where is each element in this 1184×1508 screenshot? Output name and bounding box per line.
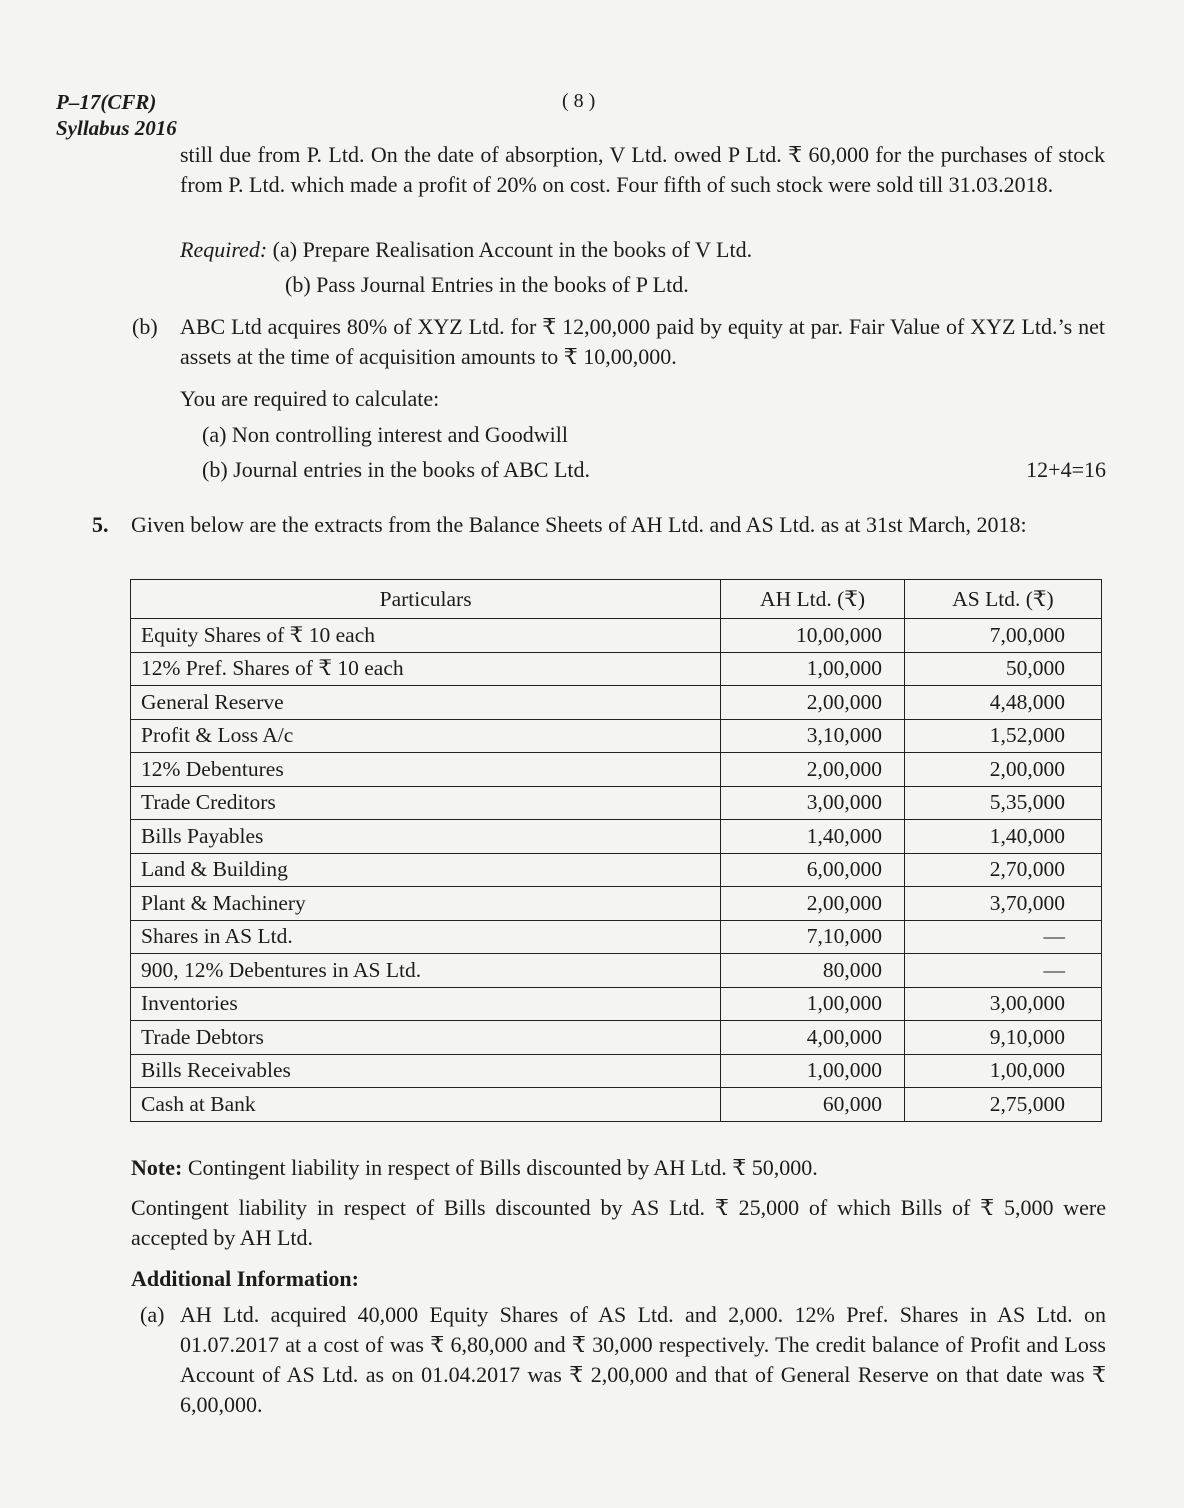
ah-value-cell: 80,000 — [721, 954, 905, 988]
add-a-label: (a) — [140, 1302, 165, 1327]
q4b-paragraph: ABC Ltd acquires 80% of XYZ Ltd. for ₹ 12,00,000 paid by equity at par. Fair Value of XYZ Ltd.’s net assets at the time of acquisition amounts to ₹ 10,00,000. — [180, 314, 1105, 369]
as-value-cell: 2,75,000 — [904, 1088, 1101, 1122]
as-value-cell: 5,35,000 — [904, 786, 1101, 820]
particulars-cell: Profit & Loss A/c — [131, 719, 721, 753]
note-label: Note: — [131, 1155, 183, 1180]
page-number: ( 8 ) — [562, 90, 596, 112]
ah-value-cell: 2,00,000 — [721, 686, 905, 720]
q5-number: 5. — [92, 512, 109, 537]
q4b-label: (b) — [132, 314, 158, 339]
header-particulars: Particulars — [131, 580, 721, 619]
required-line — [180, 235, 752, 265]
q5-intro-text: Given below are the extracts from the Balance Sheets of AH Ltd. and AS Ltd. as at 31st March, 2018: — [131, 512, 1027, 537]
q4a-continuation — [180, 140, 1105, 200]
note-line — [131, 1153, 1106, 1183]
additional-info-heading: Additional Information: — [131, 1266, 359, 1291]
particulars-cell: Trade Creditors — [131, 786, 721, 820]
ah-value-cell: 3,10,000 — [721, 719, 905, 753]
table-row — [131, 1054, 1102, 1088]
particulars-cell: Plant & Machinery — [131, 887, 721, 921]
q4a-text: still due from P. Ltd. On the date of absorption, V Ltd. owed P Ltd. ₹ 60,000 for the purchases of stock from P. Ltd. which made a profit of 20% on cost. Four fifth of such stock were sold till 31.03.2018. — [180, 142, 1105, 197]
add-a-text: AH Ltd. acquired 40,000 Equity Shares of AS Ltd. and 2,000. 12% Pref. Shares in AS Ltd. on 01.07.2017 at a cost of was ₹ 6,80,000 and ₹ 30,000 respectively. The credit balance of Profit and Loss Account of AS Ltd. as on 01.04.2017 was ₹ 2,00,000 and that of General Reserve on that date was ₹ 6,00,000. — [180, 1302, 1106, 1417]
as-value-cell: 9,10,000 — [904, 1021, 1101, 1055]
table-row — [131, 887, 1102, 921]
q4b-instruction: You are required to calculate: — [180, 386, 440, 411]
particulars-cell: 12% Pref. Shares of ₹ 10 each — [131, 652, 721, 686]
balance-sheet-table — [130, 579, 1102, 1122]
ah-value-cell: 1,00,000 — [721, 652, 905, 686]
as-value-cell: 3,70,000 — [904, 887, 1101, 921]
as-value-cell: 2,70,000 — [904, 853, 1101, 887]
as-value-cell: 1,52,000 — [904, 719, 1101, 753]
ah-value-cell: 1,40,000 — [721, 820, 905, 854]
ah-value-cell: 60,000 — [721, 1088, 905, 1122]
as-value-cell: 2,00,000 — [904, 753, 1101, 787]
note2-text: Contingent liability in respect of Bills discounted by AS Ltd. ₹ 25,000 of which Bills of ₹ 5,000 were accepted by AH Ltd. — [131, 1195, 1106, 1250]
table-row — [131, 820, 1102, 854]
note-text: Contingent liability in respect of Bills discounted by AH Ltd. ₹ 50,000. — [182, 1155, 818, 1180]
particulars-cell: Trade Debtors — [131, 1021, 721, 1055]
particulars-cell: Shares in AS Ltd. — [131, 920, 721, 954]
required-item-a: (a) Prepare Realisation Account in the books of V Ltd. — [272, 237, 753, 262]
as-value-cell: 1,00,000 — [904, 1054, 1101, 1088]
as-value-cell: 7,00,000 — [904, 619, 1101, 653]
particulars-cell: Land & Building — [131, 853, 721, 887]
q4b-item-a: (a) Non controlling interest and Goodwill — [202, 422, 568, 447]
particulars-cell: Bills Payables — [131, 820, 721, 854]
ah-value-cell: 3,00,000 — [721, 786, 905, 820]
ah-value-cell: 7,10,000 — [721, 920, 905, 954]
particulars-cell: 12% Debentures — [131, 753, 721, 787]
q4b-text — [180, 312, 1105, 372]
as-value-cell: 4,48,000 — [904, 686, 1101, 720]
header-as-ltd: AS Ltd. (₹) — [904, 580, 1101, 619]
syllabus-label: Syllabus 2016 — [56, 116, 177, 140]
add-a — [180, 1300, 1106, 1420]
marks-label: 12+4=16 — [1026, 457, 1106, 482]
ah-value-cell: 1,00,000 — [721, 1054, 905, 1088]
as-value-cell: — — [904, 954, 1101, 988]
table-row — [131, 1088, 1102, 1122]
note2 — [131, 1193, 1106, 1253]
paper-code: P–17(CFR) — [56, 90, 157, 114]
table-row — [131, 1021, 1102, 1055]
as-value-cell: 1,40,000 — [904, 820, 1101, 854]
as-value-cell: 3,00,000 — [904, 987, 1101, 1021]
table-row — [131, 719, 1102, 753]
particulars-cell: Bills Receivables — [131, 1054, 721, 1088]
table-row — [131, 786, 1102, 820]
particulars-cell: Inventories — [131, 987, 721, 1021]
q4b-item-b: (b) Journal entries in the books of ABC Ltd. — [202, 457, 591, 482]
table-row — [131, 686, 1102, 720]
table-row — [131, 853, 1102, 887]
table-row — [131, 619, 1102, 653]
table-row — [131, 652, 1102, 686]
ah-value-cell: 2,00,000 — [721, 753, 905, 787]
q5-intro — [131, 510, 1106, 540]
as-value-cell: 50,000 — [904, 652, 1101, 686]
particulars-cell: 900, 12% Debentures in AS Ltd. — [131, 954, 721, 988]
table-row — [131, 987, 1102, 1021]
as-value-cell: — — [904, 920, 1101, 954]
ah-value-cell: 6,00,000 — [721, 853, 905, 887]
required-item-b: (b) Pass Journal Entries in the books of P Ltd. — [285, 272, 689, 297]
header-ah-ltd: AH Ltd. (₹) — [721, 580, 905, 619]
ah-value-cell: 10,00,000 — [721, 619, 905, 653]
ah-value-cell: 2,00,000 — [721, 887, 905, 921]
table-header-row — [131, 580, 1102, 619]
particulars-cell: Cash at Bank — [131, 1088, 721, 1122]
ah-value-cell: 1,00,000 — [721, 987, 905, 1021]
table-row — [131, 954, 1102, 988]
table-row — [131, 753, 1102, 787]
table-row — [131, 920, 1102, 954]
ah-value-cell: 4,00,000 — [721, 1021, 905, 1055]
particulars-cell: Equity Shares of ₹ 10 each — [131, 619, 721, 653]
particulars-cell: General Reserve — [131, 686, 721, 720]
required-label: Required: — [180, 237, 268, 262]
